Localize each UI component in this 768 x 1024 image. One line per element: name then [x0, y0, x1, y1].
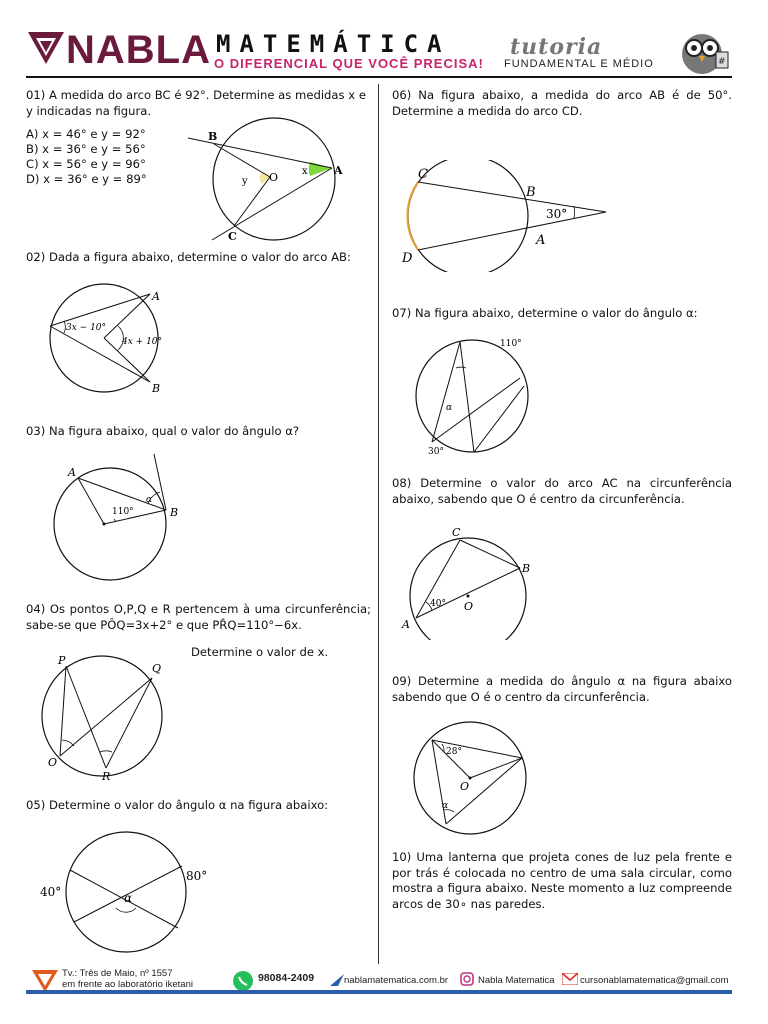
fig8-label-o: O [464, 600, 474, 613]
fig8-label-c: C [452, 526, 461, 539]
whatsapp-icon [232, 970, 254, 992]
option-d: D) x = 36° e y = 89° [26, 172, 147, 186]
question-5-text: 05) Determine o valor do ângulo α na figura abaixo: [26, 798, 329, 812]
fig4-label-p: P [58, 654, 66, 667]
footer-instagram[interactable]: Nabla Matematica [478, 975, 555, 986]
web-arrow-icon [330, 974, 344, 986]
question-1-text: 01) A medida do arco BC é 92°. Determine as medidas x e y indicadas na figura. [26, 88, 366, 118]
fig1-label-o: O [269, 171, 279, 184]
fig7-alpha: α [446, 403, 453, 413]
fig2-label-a: A [152, 290, 160, 303]
fig6-label-c: C [418, 167, 428, 182]
question-10 [392, 850, 732, 912]
fig4-label-o: O [48, 756, 58, 769]
tutoria-subtitle: FUNDAMENTAL E MÉDIO [504, 58, 654, 70]
fig1-label-x: x [302, 166, 308, 177]
question-5 [26, 798, 371, 814]
question-3 [26, 424, 371, 440]
footer-address-2: em frente ao laboratório iketani [62, 979, 193, 990]
fig6-label-a: A [536, 233, 546, 248]
fig1-label-a: A [334, 164, 343, 177]
figure-5 [36, 830, 226, 954]
footer-phone: 98084-2409 [258, 972, 315, 984]
option-a: A) x = 46° e y = 92° [26, 127, 146, 141]
question-8-text: 08) Determine o valor do arco AC na circunferência abaixo, sabendo que O é centro da circunferência. [392, 476, 732, 506]
svg-text:#: # [718, 57, 726, 67]
footer-rule [26, 990, 732, 994]
owl-mascot-icon [676, 26, 732, 76]
figure-8 [398, 522, 548, 640]
instagram-icon [460, 972, 474, 986]
fig9-label-o: O [460, 780, 470, 793]
page-header [0, 0, 768, 78]
figure-1 [186, 116, 366, 246]
figure-2 [36, 282, 186, 394]
fig3-label-a: A [68, 466, 76, 479]
nabla-logo-icon [28, 32, 64, 64]
fig2-angle-1: 3x − 10° [66, 323, 107, 333]
figure-6 [396, 160, 616, 272]
question-6-text: 06) Na figura abaixo, a medida do arco AB é de 50°. Determine a medida do arco CD. [392, 88, 732, 118]
fig8-label-b: B [522, 562, 531, 575]
figure-3 [44, 452, 194, 582]
question-7-text: 07) Na figura abaixo, determine o valor do ângulo α: [392, 306, 698, 320]
fig6-label-d: D [402, 251, 413, 266]
fig3-angle: 110° [112, 507, 134, 517]
option-c: C) x = 56° e y = 96° [26, 157, 146, 171]
fig3-label-b: B [170, 506, 179, 519]
fig7-angle-30: 30° [428, 447, 444, 457]
figure-7 [408, 334, 548, 460]
column-divider [378, 84, 379, 964]
figure-4 [30, 652, 180, 784]
fig6-angle: 30° [546, 207, 568, 221]
question-4-text: 04) Os pontos O,P,Q e R pertencem à uma circunferência; sabe-se que PÔQ=3x+2° e que PR̂Q=110°−6x. [26, 602, 371, 632]
header-rule [26, 76, 732, 78]
question-6 [392, 88, 732, 119]
fig2-angle-2: 4x + 10° [122, 337, 163, 347]
brand-name: NABLA [66, 28, 211, 72]
question-7 [392, 306, 732, 322]
fig6-label-b: B [526, 185, 536, 200]
fig7-angle-110: 110° [500, 339, 522, 349]
question-10-text: 10) Uma lanterna que projeta cones de luz pela frente e por trás é colocada no centro de uma sala circular, como mostra a figura abaixo. Neste momento a luz compreende arcos de 30∘ nas paredes. [392, 850, 732, 911]
footer-site[interactable]: nablamatematica.com.br [344, 975, 449, 986]
tutoria-title: tutoria [510, 34, 603, 60]
question-8 [392, 476, 732, 507]
question-9-text: 09) Determine a medida do ângulo α na figura abaixo sabendo que O é o centro da circunferência. [392, 674, 732, 704]
fig9-alpha: α [442, 801, 449, 811]
footer-address-1: Tv.: Três de Maio, nº 1557 [62, 968, 173, 979]
option-b: B) x = 36° e y = 56° [26, 142, 146, 156]
fig5-angle-80: 80° [186, 869, 208, 883]
footer-email[interactable]: cursonablamatematica@gmail.com [580, 975, 729, 986]
fig3-alpha: α [146, 495, 153, 505]
question-4-extra: Determine o valor de x. [191, 645, 329, 659]
fig8-label-a: A [402, 618, 410, 631]
fig5-alpha: α [124, 891, 133, 905]
brand-title: MATEMÁTICA [216, 30, 451, 58]
fig5-angle-40: 40° [40, 885, 62, 899]
fig2-label-b: B [152, 382, 161, 394]
fig9-angle: 28° [446, 747, 462, 757]
footer-logo-icon [32, 970, 58, 992]
fig1-label-y: y [242, 176, 248, 187]
fig4-label-q: Q [152, 662, 162, 675]
question-3-text: 03) Na figura abaixo, qual o valor do ângulo α? [26, 424, 300, 438]
figure-9 [406, 718, 536, 836]
fig1-label-c: C [228, 230, 237, 243]
question-9 [392, 674, 732, 705]
question-2 [26, 250, 371, 266]
fig4-label-r: R [102, 770, 111, 783]
gmail-icon [562, 973, 578, 985]
fig8-angle: 40° [430, 599, 446, 609]
fig1-label-b: B [208, 130, 218, 143]
brand-tagline: O DIFERENCIAL QUE VOCÊ PRECISA! [214, 56, 484, 71]
question-2-text: 02) Dada a figura abaixo, determine o valor do arco AB: [26, 250, 351, 264]
